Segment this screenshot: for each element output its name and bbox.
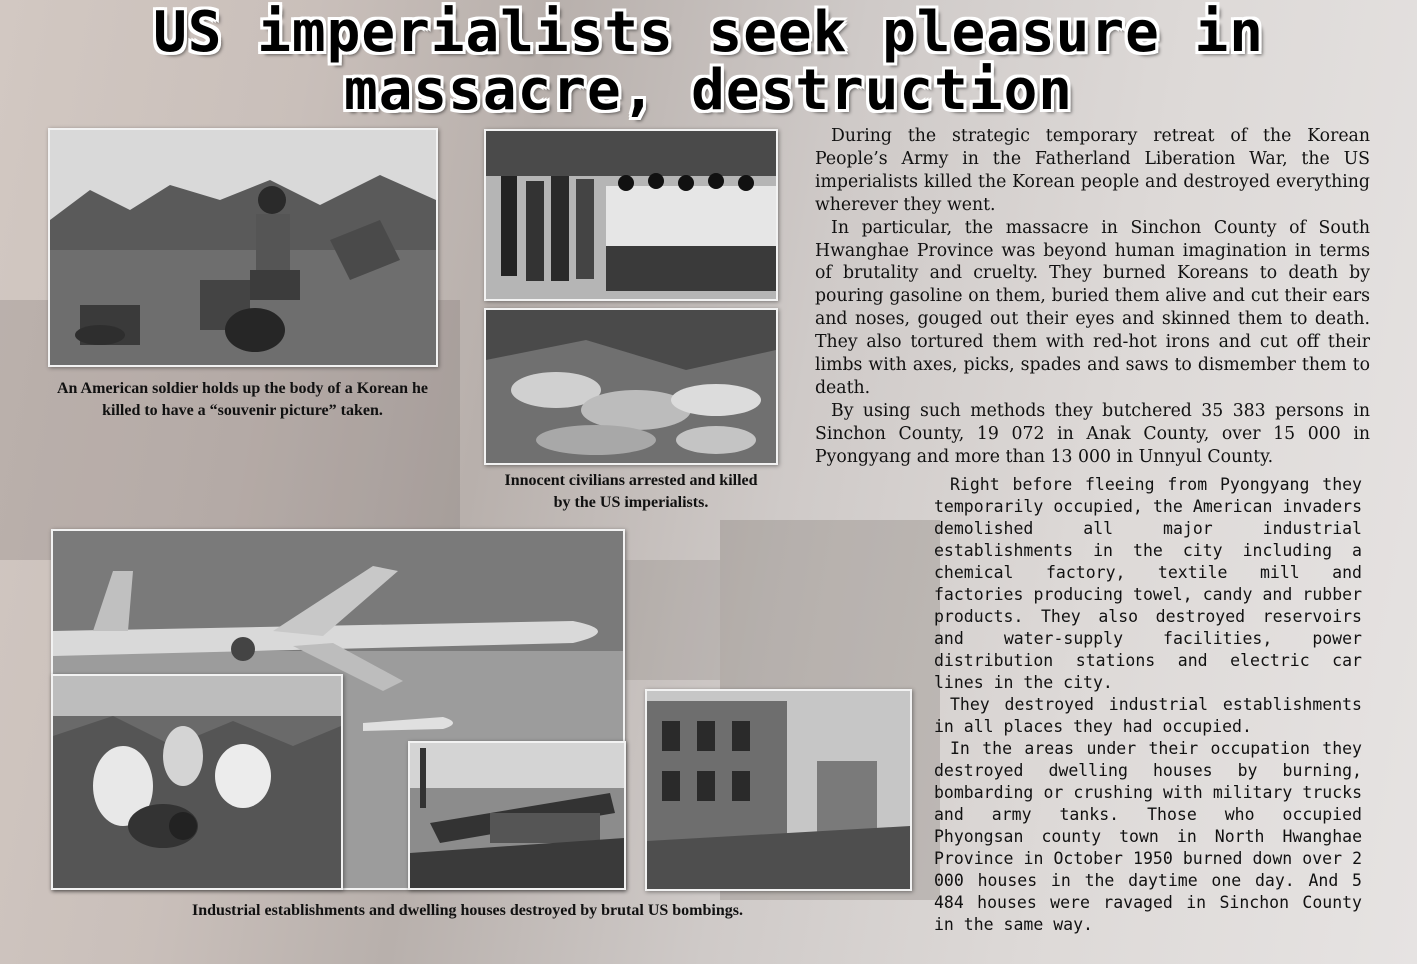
building-ruin-photo-image <box>647 691 910 889</box>
rubble-people-photo-image <box>53 676 341 888</box>
soldier-caption: An American soldier holds up the body of a Korean he killed to have a “souvenir picture” taken. <box>56 380 428 419</box>
prisoners-photo-image <box>486 131 776 299</box>
paragraph: In the areas under their occupation they destroyed dwelling houses by burning, bombarding or crushing with military trucks and army tanks. Those who occupied Phyongsan county town in North Hwanghae Province in October 1950 burned down over 2 000 houses in the daytime one day. And 5 484 houses were ravaged in Sinchon County in the same way. <box>934 739 1362 934</box>
text-block-top <box>815 125 1370 469</box>
factory-ruin-photo <box>408 741 626 890</box>
paragraph: By using such methods they butchered 35 383 persons in Sinchon County, 19 072 in Anak County, over 15 000 in Pyongyang and more than 13 000 in Unnyul County. <box>815 400 1370 467</box>
text-block-bottom <box>934 474 1362 936</box>
soldier-photo <box>48 128 438 367</box>
paragraph: In particular, the massacre in Sinchon County of South Hwanghae Province was beyond human imagination in terms of brutality and cruelty. They burned Koreans to death by pouring gasoline on them, buried them alive and cut their ears and noses, gouged out their eyes and skinned them to death. They also tortured them with red-hot irons and cut off their limbs with axes, picks, spades and saws to dismember them to death. <box>815 217 1370 398</box>
victims-photo-image <box>486 310 776 463</box>
victims-photo <box>484 308 778 465</box>
soldier-photo-image <box>50 130 436 365</box>
bombings-caption: Industrial establishments and dwelling houses destroyed by brutal US bombings. <box>192 902 743 919</box>
factory-ruin-photo-image <box>410 743 624 888</box>
rubble-people-photo <box>51 674 343 890</box>
paragraph: Right before fleeing from Pyongyang they temporarily occupied, the American invaders demolished all major industrial establishments in the city including a chemical factory, textile mill and factories producing towel, candy and rubber products. They also destroyed reservoirs and water-supply facilities, power distribution stations and electric car lines in the city. <box>934 475 1362 692</box>
page-title: US imperialists seek pleasure in massacre, destruction <box>153 0 1264 123</box>
civilians-caption: Innocent civilians arrested and killed by the US imperialists. <box>504 472 758 511</box>
paragraph: During the strategic temporary retreat of the Korean People’s Army in the Fatherland Liberation War, the US imperialists killed the Korean people and destroyed everything wherever they went. <box>815 126 1370 215</box>
prisoners-photo <box>484 129 778 301</box>
paragraph: They destroyed industrial establishments in all places they had occupied. <box>934 695 1362 736</box>
building-ruin-photo <box>645 689 912 891</box>
